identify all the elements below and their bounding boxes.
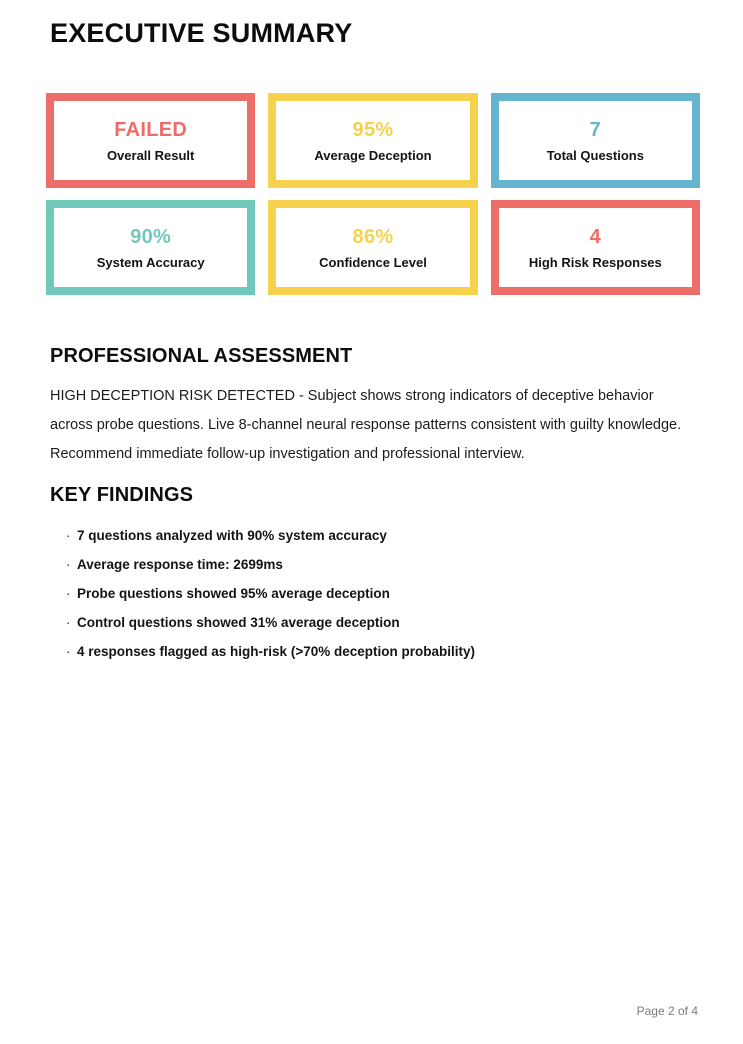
key-finding-item: · Probe questions showed 95% average deception [68,586,700,602]
key-finding-item: · 7 questions analyzed with 90% system accuracy [68,528,700,544]
stat-cards-grid [46,93,700,295]
section-heading: PROFESSIONAL ASSESSMENT [50,345,353,367]
stat-value: 95% [352,118,394,141]
section-professional-assessment [50,345,700,469]
page-number: Page 2 of 4 [636,1004,698,1018]
section-heading: KEY FINDINGS [50,484,194,506]
stat-label: Overall Result [106,147,195,163]
key-finding-item: · 4 responses flagged as high-risk (>70% deception probability) [68,644,700,660]
stat-card-high-risk-responses [491,200,700,295]
stat-label: System Accuracy [96,254,205,270]
page-title: EXECUTIVE SUMMARY [50,18,353,48]
stat-label: Total Questions [546,147,644,163]
stat-card-confidence-level [268,200,477,295]
stat-card-average-deception [268,93,477,188]
stat-value: FAILED [114,118,188,141]
key-findings-list [50,528,700,660]
section-key-findings [50,484,700,673]
stat-card-system-accuracy [46,200,255,295]
assessment-text: HIGH DECEPTION RISK DETECTED - Subject shows strong indicators of deceptive behavior across probe questions. Live 8-channel neural response patterns consistent with guilty knowledge. Recommend immediate follow-up investigation and professional interview. [50,388,682,462]
stat-value: 7 [589,118,602,141]
stat-label: High Risk Responses [528,254,662,270]
stat-card-overall-result [46,93,255,188]
stat-value: 4 [589,225,602,248]
stat-value: 86% [352,225,394,248]
stat-card-total-questions [491,93,700,188]
stat-label: Average Deception [314,147,432,163]
key-finding-item: · Control questions showed 31% average deception [68,615,700,631]
stat-value: 90% [130,225,172,248]
stat-label: Confidence Level [319,254,427,270]
key-finding-item: · Average response time: 2699ms [68,557,700,573]
